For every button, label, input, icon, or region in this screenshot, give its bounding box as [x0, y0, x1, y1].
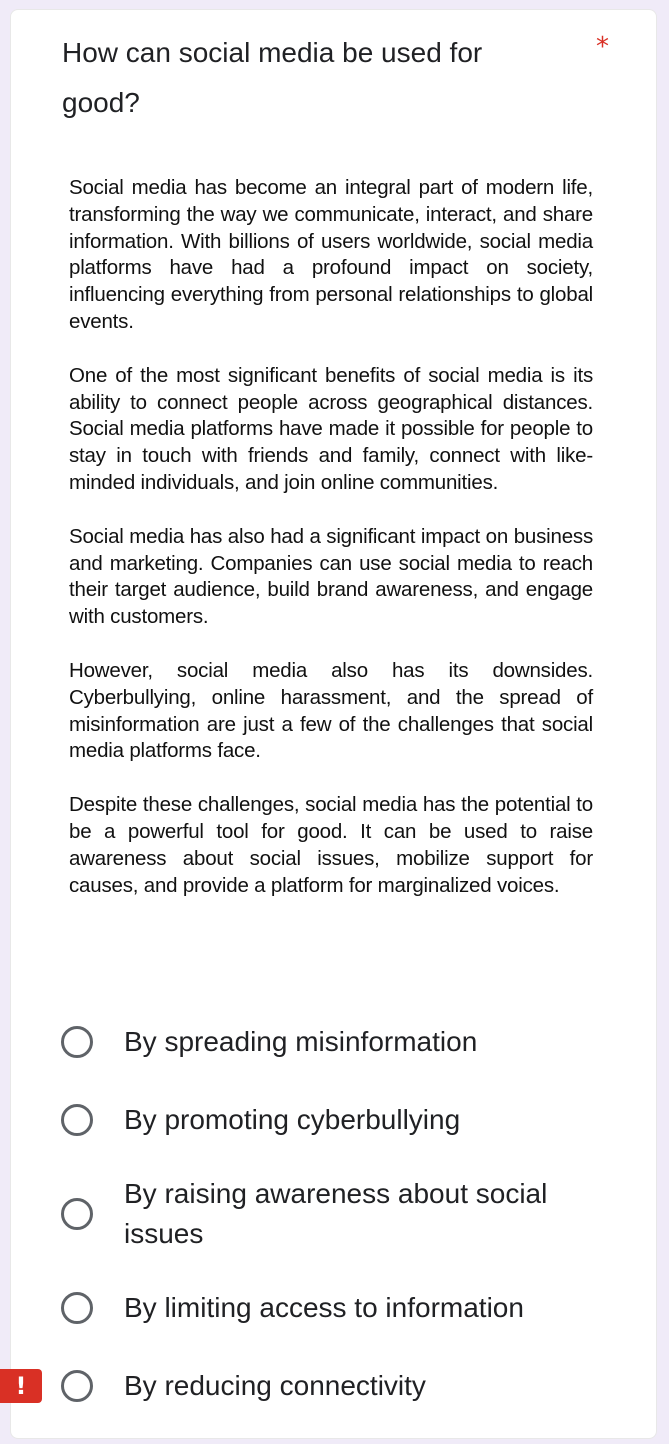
- passage-paragraph: Social media has also had a significant impact on business and marketing. Companies can use social media to reach their target audience, build brand awareness, and engage with customers.: [69, 524, 593, 629]
- radio-group: [61, 1022, 621, 1444]
- question-title: How can social media be used for good?: [62, 37, 483, 118]
- option-reducing-connectivity[interactable]: [61, 1366, 621, 1406]
- option-raising-awareness[interactable]: [61, 1174, 621, 1254]
- question-card: [10, 9, 657, 1439]
- option-promoting-cyberbullying[interactable]: [61, 1100, 621, 1140]
- error-alert-icon: !: [0, 1369, 42, 1403]
- option-limiting-access[interactable]: [61, 1288, 621, 1328]
- radio-button[interactable]: [61, 1292, 93, 1324]
- passage-paragraph: However, social media also has its downsides. Cyberbullying, online harassment, and the spread of misinformation are just a few of the challenges that social media platforms face.: [69, 658, 593, 763]
- radio-button[interactable]: [61, 1104, 93, 1136]
- passage-image-text: [69, 175, 593, 926]
- passage-paragraph: Social media has become an integral part of modern life, transforming the way we communicate, interact, and share information. With billions of users worldwide, social media platforms have had a profound impact on society, influencing everything from personal relationships to global events.: [69, 176, 593, 333]
- option-label: By spreading misinformation: [124, 1026, 478, 1057]
- option-label: By promoting cyberbullying: [124, 1104, 461, 1135]
- passage-paragraph: One of the most significant benefits of social media is its ability to connect people across geographical distances. Social media platforms have made it possible for people to stay in touch with friends and family, connect with like-minded individuals, and join online communities.: [69, 363, 593, 494]
- option-label: By raising awareness about social issues: [124, 1178, 548, 1249]
- option-label: By reducing connectivity: [124, 1370, 426, 1401]
- radio-button[interactable]: [61, 1198, 93, 1230]
- required-asterisk: *: [596, 32, 609, 62]
- radio-button[interactable]: [61, 1026, 93, 1058]
- option-label: By limiting access to information: [124, 1292, 524, 1323]
- radio-button[interactable]: [61, 1370, 93, 1402]
- passage-paragraph: Despite these challenges, social media has the potential to be a powerful tool for good. It can be used to raise awareness about social issues, mobilize support for causes, and provide a platform for marginalized voices.: [69, 793, 593, 897]
- option-spreading-misinformation[interactable]: [61, 1022, 621, 1062]
